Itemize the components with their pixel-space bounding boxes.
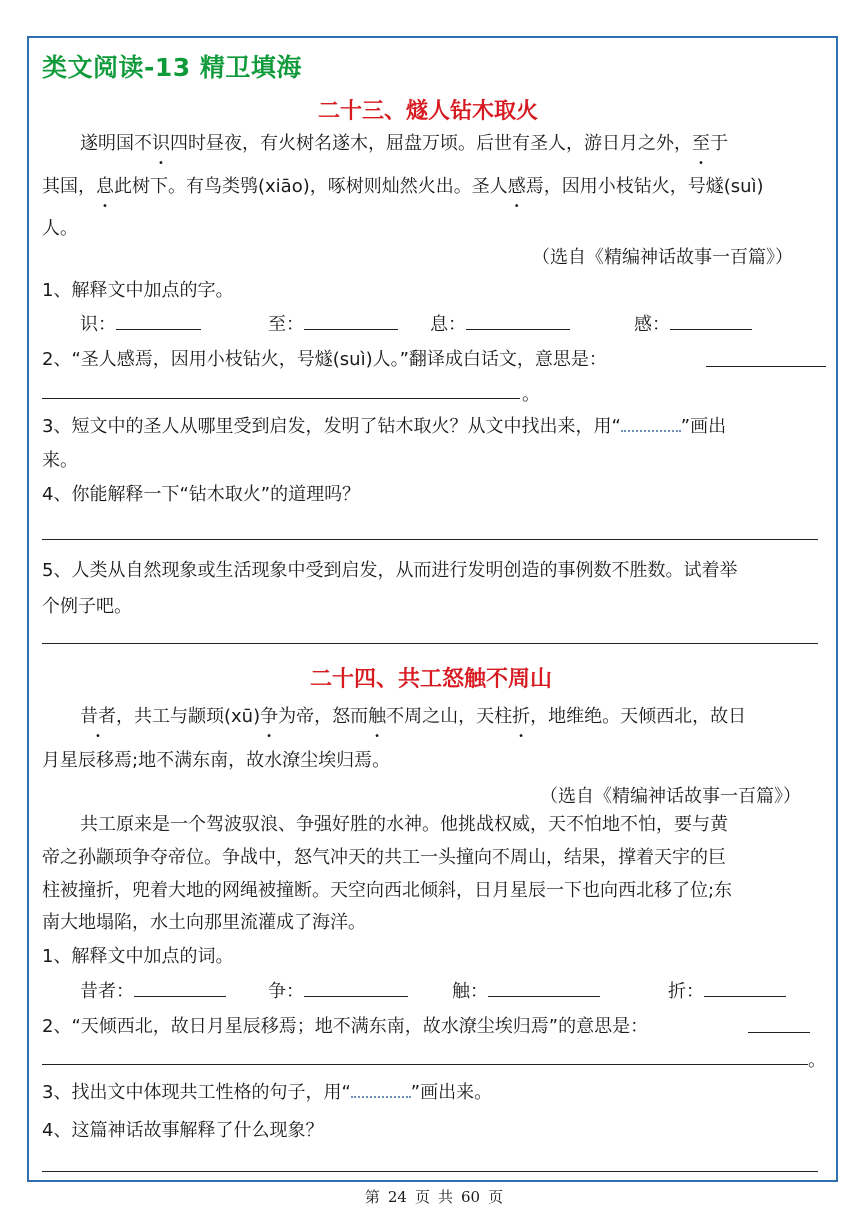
answer-blank[interactable]: [466, 311, 570, 330]
s23-question-1: 1、解释文中加点的字。: [42, 280, 234, 301]
wavy-underline-mark: [351, 1082, 411, 1098]
dotted-char: 触: [368, 706, 387, 727]
s24-q1-term-3: 触：: [452, 977, 600, 1003]
wavy-underline-mark: [621, 416, 681, 432]
s23-question-5: 5、人类从自然现象或生活现象中受到启发，从而进行发明创造的事例数不胜数。试着举: [42, 560, 738, 581]
dotted-char: 息: [96, 176, 114, 197]
page-border: [27, 36, 838, 1182]
s23-q1-term-4: 感：: [634, 310, 752, 336]
s24-question-4: 4、这篇神话故事解释了什么现象？: [42, 1120, 324, 1141]
dotted-char: 感: [507, 176, 526, 197]
s24-paragraph-line-1: 昔者，共工与颛顼(xū)争为帝，怒而触不周之山，天柱折，地维绝。天倾西北，故日: [80, 706, 747, 727]
answer-blank[interactable]: [134, 978, 226, 997]
s23-q1-term-1: 识：: [80, 310, 201, 336]
answer-blank[interactable]: [704, 978, 786, 997]
s23-paragraph-line-2: 其国，息此树下。有鸟类鸮(xiāo)，啄树则灿然火出。圣人感焉，因用小枝钻火，号燧(suì): [42, 176, 764, 197]
s24-source: （选自《精编神话故事一百篇》）: [540, 786, 801, 807]
answer-line[interactable]: [42, 643, 818, 644]
s24-text-line-2: 帝之孙颛顼争夺帝位。争战中，怒气冲天的共工一头撞向不周山，结果，撑着天宇的巨: [42, 847, 726, 868]
s24-question-1: 1、解释文中加点的词。: [42, 946, 234, 967]
s23-source: （选自《精编神话故事一百篇》）: [532, 247, 793, 268]
page-header: 类文阅读-13 精卫填海: [42, 53, 302, 82]
s23-paragraph-line-1: 遂明国不识四时昼夜，有火树名遂木，屈盘万顷。后世有圣人，游日月之外，至于: [80, 133, 728, 154]
answer-line[interactable]: [42, 539, 818, 540]
s23-paragraph-line-3: 人。: [42, 218, 78, 239]
answer-line[interactable]: [42, 1064, 808, 1065]
s24-question-3: 3、找出文中体现共工性格的句子，用“ ”画出来。: [42, 1082, 493, 1103]
answer-blank[interactable]: [488, 978, 600, 997]
s24-text-line-4: 南大地塌陷，水土向那里流灌成了海洋。: [42, 912, 366, 933]
s24-text-line-3: 柱被撞折，兜着大地的网绳被撞断。天空向西北倾斜，日月星辰一下也向西北移了位;东: [42, 880, 733, 901]
dotted-char: 识: [152, 133, 170, 154]
s24-q1-term-1: 昔者：: [80, 977, 226, 1003]
s24-q1-term-2: 争：: [268, 977, 408, 1003]
s23-question-5-cont: 个例子吧。: [42, 596, 132, 617]
s23-question-2: 2、“圣人感焉，因用小枝钻火，号燧(suì)人。”翻译成白话文，意思是：: [42, 349, 607, 370]
answer-blank[interactable]: [304, 311, 398, 330]
s24-paragraph-line-2: 月星辰移焉;地不满东南，故水潦尘埃归焉。: [42, 750, 391, 771]
s23-q1-term-3: 息：: [430, 310, 570, 336]
page-footer: 第 24 页 共 60 页: [364, 1188, 504, 1206]
answer-blank[interactable]: [304, 978, 408, 997]
dotted-char: 争: [260, 706, 279, 727]
s23-question-3-cont: 来。: [42, 450, 78, 471]
answer-line[interactable]: [706, 366, 826, 367]
s24-q1-term-4: 折：: [668, 977, 786, 1003]
s23-q1-term-2: 至：: [268, 310, 398, 336]
dotted-word: 昔者: [80, 706, 116, 727]
answer-blank[interactable]: [116, 311, 201, 330]
section-title-24: 二十四、共工怒触不周山: [310, 667, 553, 692]
s24-text-line-1: 共工原来是一个驾波驭浪、争强好胜的水神。他挑战权威，天不怕地不怕，要与黄: [80, 814, 728, 835]
s23-question-4: 4、你能解释一下“钻木取火”的道理吗？: [42, 484, 361, 505]
dotted-char: 至: [692, 133, 710, 154]
s24-q2-end: 。: [808, 1050, 826, 1071]
answer-line[interactable]: [42, 1171, 818, 1172]
answer-line[interactable]: [748, 1032, 810, 1033]
answer-line[interactable]: [42, 398, 520, 399]
s23-question-3: 3、短文中的圣人从哪里受到启发，发明了钻木取火？从文中找出来，用“ ”画出: [42, 416, 727, 437]
answer-blank[interactable]: [670, 311, 752, 330]
s23-q2-end: 。: [522, 384, 540, 405]
section-title-23: 二十三、燧人钻木取火: [318, 99, 539, 124]
s24-question-2: 2、“天倾西北，故日月星辰移焉；地不满东南，故水潦尘埃归焉”的意思是：: [42, 1016, 649, 1037]
dotted-char: 折: [512, 706, 531, 727]
